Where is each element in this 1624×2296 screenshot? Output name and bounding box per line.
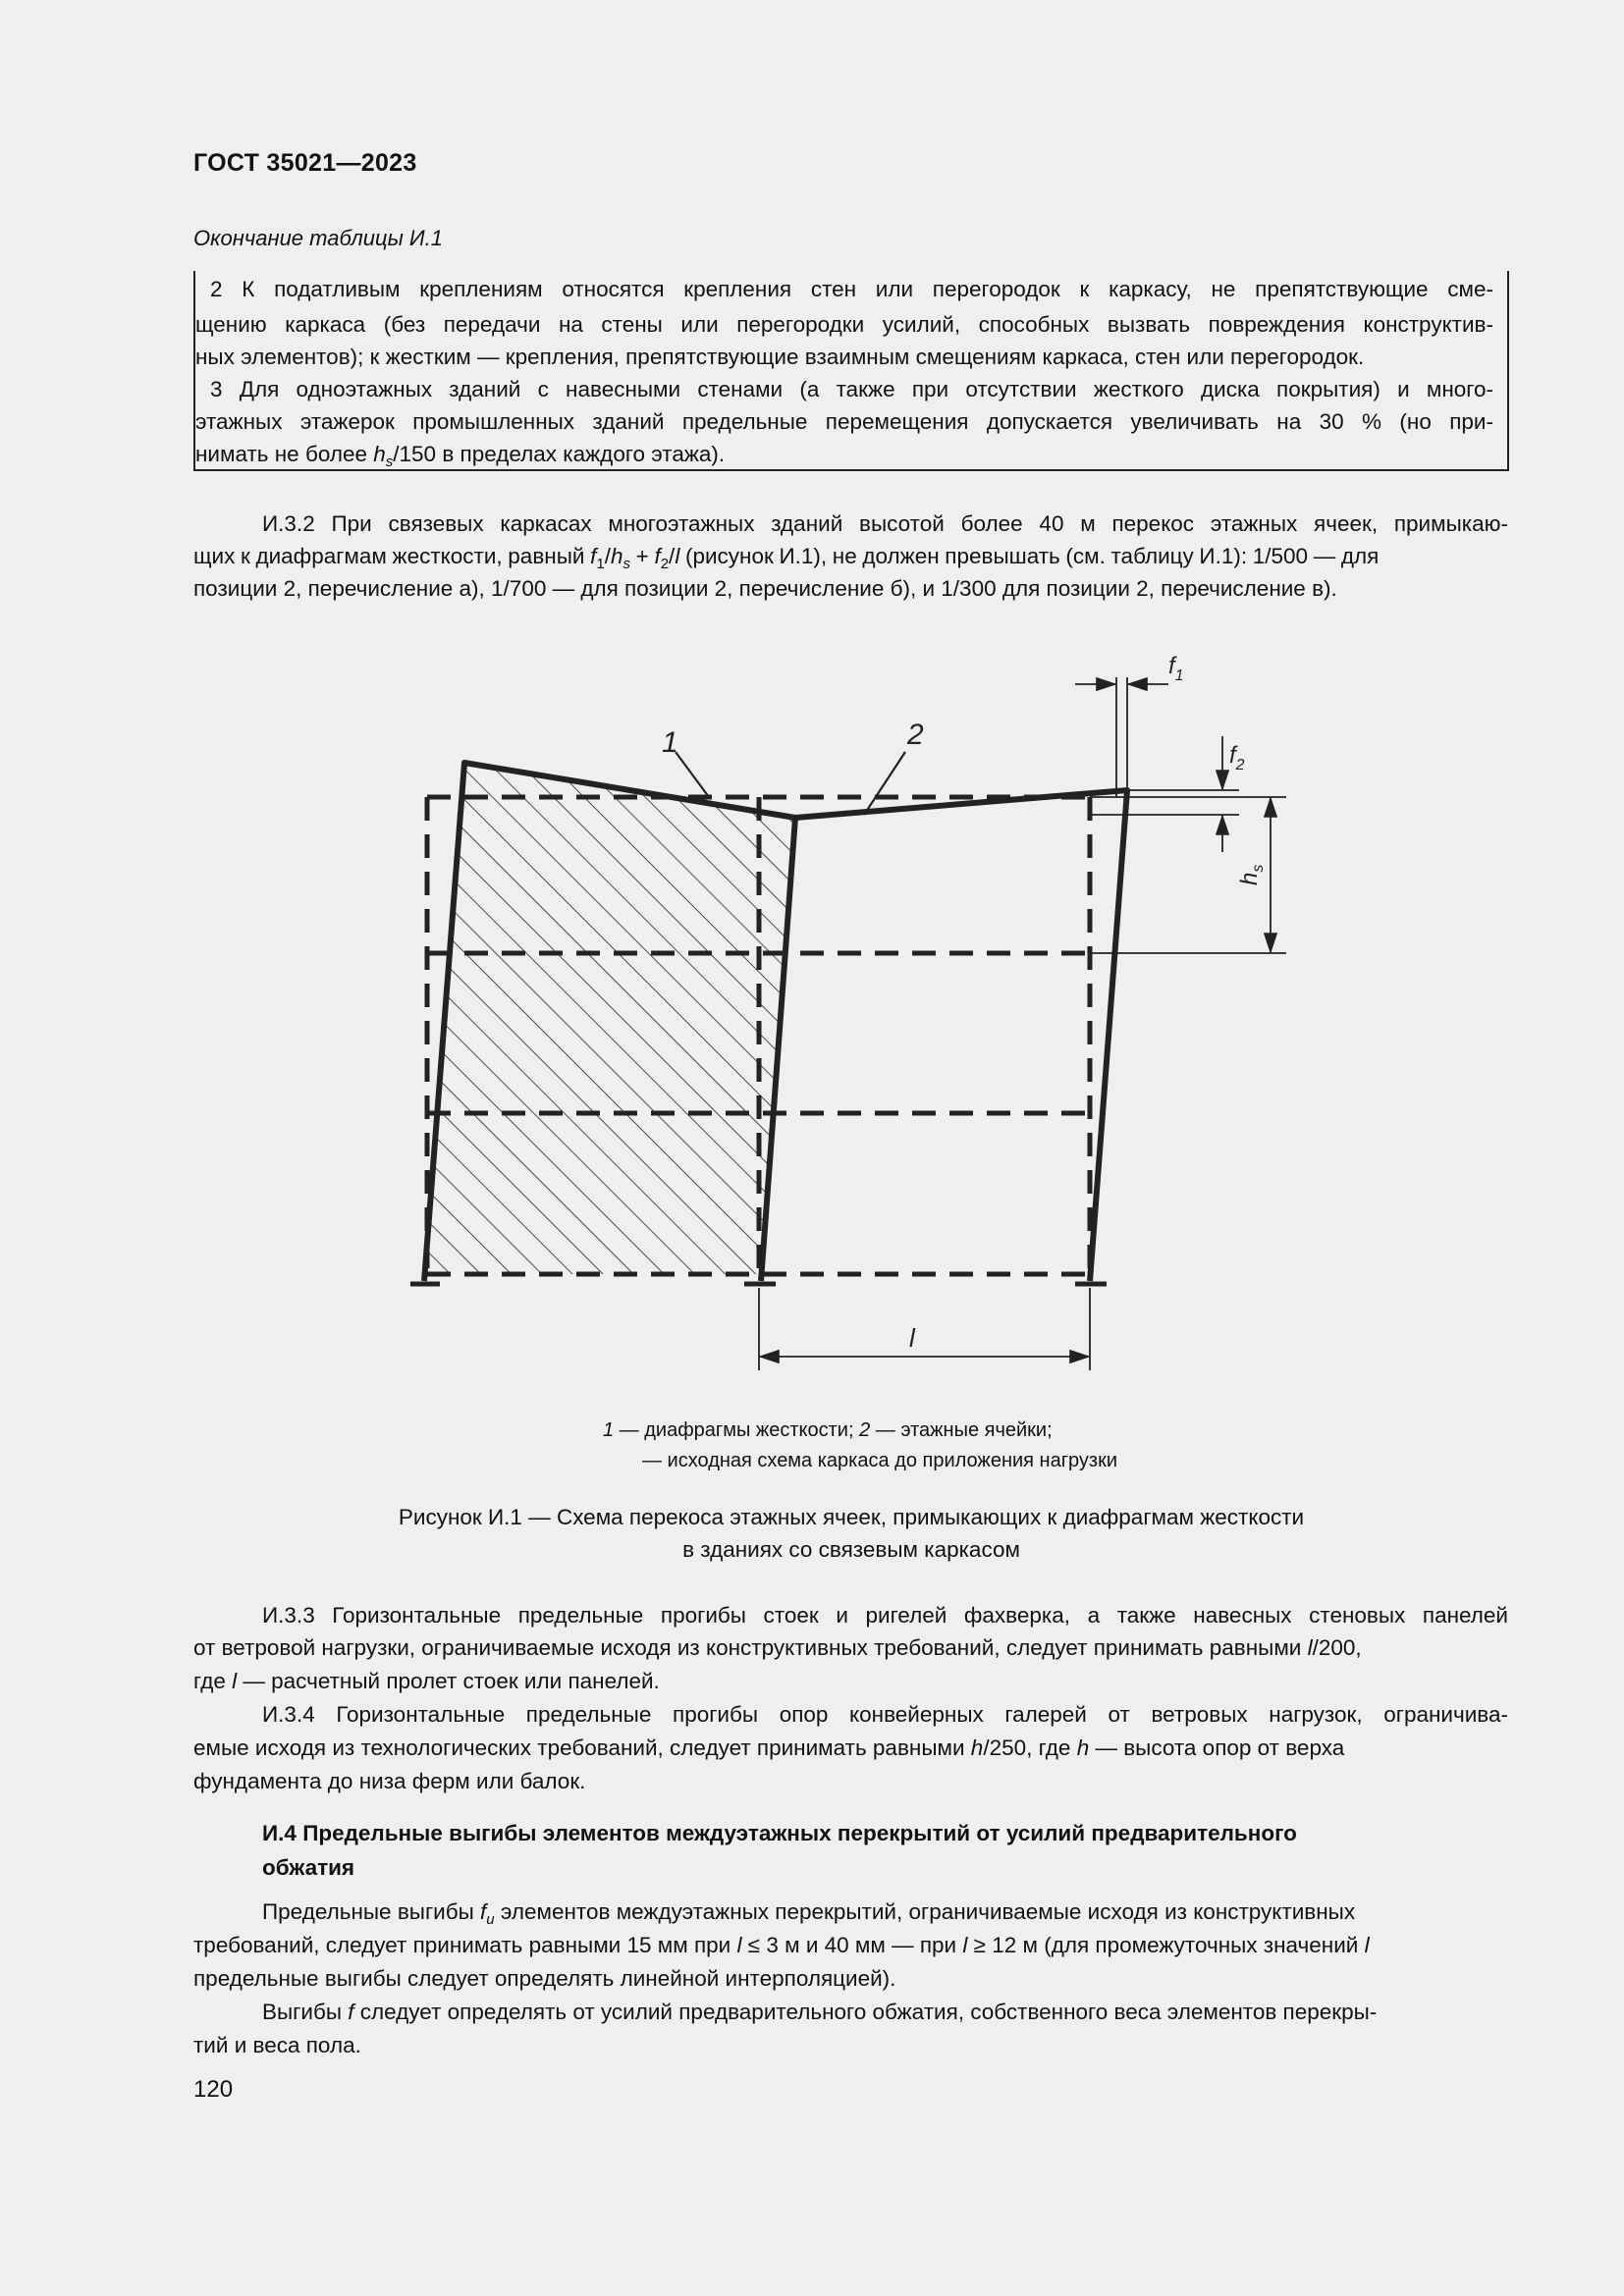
legend-num-2: 2	[859, 1419, 871, 1441]
figure-caption-line-2: в зданиях со связевым каркасом	[682, 1537, 1020, 1562]
para-i4b-line-1	[262, 2002, 1377, 2024]
para-i33-l3-a: где	[193, 1669, 233, 1693]
para-i4a-f: f	[480, 1899, 487, 1924]
section-i4-heading-line-2: обжатия	[262, 1855, 355, 1880]
para-i32-plus: +	[629, 544, 655, 568]
label-f2: $f_2$	[1229, 742, 1245, 774]
para-i4b-l1-a: Выгибы	[262, 2000, 349, 2024]
para-i32-f2-sub: 2	[660, 556, 670, 572]
note-3-h: h	[373, 442, 386, 466]
para-i4a-l1-a: Предельные выгибы	[262, 1899, 481, 1924]
para-i32-line-1: И.3.2 При связевых каркасах многоэтажных зданий высотой более 40 м перекос этажных ячеек, примыкаю-	[262, 511, 1508, 536]
page-number: 120	[193, 2076, 234, 2103]
para-i32-s: s	[623, 556, 630, 572]
para-i4a-line-3: предельные выгибы следует определять линейной интерполяцией).	[193, 1966, 896, 1991]
para-i4a-line-1	[262, 1899, 1356, 1928]
para-i33-l2-a: от ветровой нагрузки, ограничиваемые исходя из конструктивных требований, следует принимать равными	[193, 1635, 1308, 1660]
para-i4a-l2-l: l	[736, 1933, 742, 1957]
legend-text-1: — диафрагмы жесткости;	[614, 1419, 860, 1441]
para-i32-f1: f	[590, 544, 597, 568]
para-i33-line-3	[193, 1671, 660, 1693]
para-i4a-l2-a: требований, следует принимать равными 15 мм при	[193, 1933, 737, 1957]
note-3-text-b: /150 в пределах каждого этажа).	[393, 442, 726, 466]
para-i32-h: h	[610, 544, 623, 568]
section-i4-heading-line-1: И.4 Предельные выгибы элементов междуэтажных перекрытий от усилий предварительного	[262, 1821, 1297, 1845]
para-i4a-l2-l2: l	[962, 1933, 968, 1957]
para-i34-l2-c: — высота опор от верха	[1089, 1735, 1345, 1760]
para-i34-h: h	[970, 1735, 984, 1760]
para-i34-line-3: фундамента до низа ферм или балок.	[193, 1769, 586, 1793]
note-2-line-3: ных элементов); к жестким — крепления, препятствующие взаимным смещениям каркаса, стен или перегородок.	[195, 345, 1365, 369]
para-i32-f2: f	[654, 544, 661, 568]
legend-line-2: — исходная схема каркаса до приложения нагрузки	[642, 1450, 1117, 1471]
label-l: l	[909, 1323, 915, 1353]
para-i34-h2: h	[1076, 1735, 1090, 1760]
para-i33-l3-l: l	[232, 1669, 238, 1693]
para-i34-line-2	[193, 1737, 1344, 1760]
label-f1: $f_1$	[1168, 653, 1184, 684]
para-i33-l: l	[1307, 1635, 1313, 1660]
para-i4a-l2-b: ≤ 3 м и 40 мм — при	[741, 1933, 963, 1957]
legend-num-1: 1	[603, 1419, 615, 1441]
figure-label-1: 1	[662, 726, 678, 759]
para-i32-l: l	[675, 544, 680, 568]
para-i4a-line-2	[193, 1935, 1370, 1957]
para-i4b-l1-b: следует определять от усилий предварительного обжатия, собственного веса элементов перекры-	[353, 2000, 1378, 2024]
para-i32-line-2: щих к диафрагмам жесткости, равный $f_1/h_s + f_2/l$ (рисунок И.1), не должен превышать (см. таблицу И.1): 1/500 — для	[193, 544, 1380, 572]
para-i34-line-1: И.3.4 Горизонтальные предельные прогибы опор конвейерных галерей от ветровых нагрузок, ограничива-	[262, 1702, 1508, 1727]
l-dimension	[759, 1288, 1090, 1370]
para-i33-l3-b: — расчетный пролет стоек или панелей.	[237, 1669, 660, 1693]
para-i34-l2-b: /250, где	[983, 1735, 1077, 1760]
note-2-line-1: 2 К податливым креплениям относятся крепления стен или перегородок к каркасу, не препятствующие сме-	[210, 277, 1493, 301]
legend-line-1	[603, 1419, 1053, 1442]
figure-label-2: 2	[907, 719, 924, 751]
note-3-line-1: 3 Для одноэтажных зданий с навесными стенами (а также при отсутствии жесткого диска покрытия) и много-	[210, 377, 1493, 401]
para-i34-l2-a: емые исходя из технологических требований, следует принимать равными	[193, 1735, 971, 1760]
para-i4b-f: f	[348, 2000, 354, 2024]
para-i32-slash: /	[604, 544, 611, 568]
para-i32-f1-sub: 1	[596, 556, 605, 572]
para-i33-l2-b: /200,	[1312, 1635, 1362, 1660]
para-i4a-l1-b: элементов междуэтажных перекрытий, ограничиваемые исходя из конструктивных	[494, 1899, 1356, 1924]
figure-caption-line-1: Рисунок И.1 — Схема перекоса этажных ячеек, примыкающих к диафрагмам жесткости	[398, 1505, 1305, 1529]
note-2-line-2: щению каркаса (без передачи на стены или перегородки усилий, способных вызвать повреждения конструктив-	[195, 312, 1493, 337]
para-i4a-u: u	[486, 1911, 495, 1928]
note-3-line-2: этажных этажерок промышленных зданий предельные перемещения допускается увеличивать на 30 % (но при-	[195, 409, 1493, 434]
document-header: ГОСТ 35021—2023	[193, 149, 417, 177]
para-i4a-l2-c: ≥ 12 м (для промежуточных значений	[967, 1933, 1365, 1957]
note-3-text-a: нимать не более	[195, 442, 374, 466]
diaphragm-hatch	[424, 763, 795, 1274]
note-3-s: s	[385, 454, 394, 470]
para-i32-l2-a: щих к диафрагмам жесткости, равный	[193, 544, 591, 568]
legend-text-2: — этажные ячейки;	[870, 1419, 1053, 1441]
para-i4b-line-2: тий и веса пола.	[193, 2033, 361, 2057]
para-i32-line-3: позиции 2, перечисление а), 1/700 — для позиции 2, перечисление б), и 1/300 для позиции 2, перечисление в).	[193, 576, 1337, 601]
f1-dimension	[1075, 677, 1168, 797]
para-i32-l2-b: (рисунок И.1), не должен превышать (см. таблицу И.1): 1/500 — для	[679, 544, 1380, 568]
para-i33-line-2	[193, 1637, 1362, 1660]
label-hs: $h_s$	[1236, 864, 1267, 885]
para-i4a-l2-l3: l	[1364, 1933, 1370, 1957]
table-continuation-label: Окончание таблицы И.1	[193, 226, 443, 250]
para-i33-line-1: И.3.3 Горизонтальные предельные прогибы стоек и ригелей фахверка, а также навесных стеновых панелей	[262, 1603, 1508, 1628]
